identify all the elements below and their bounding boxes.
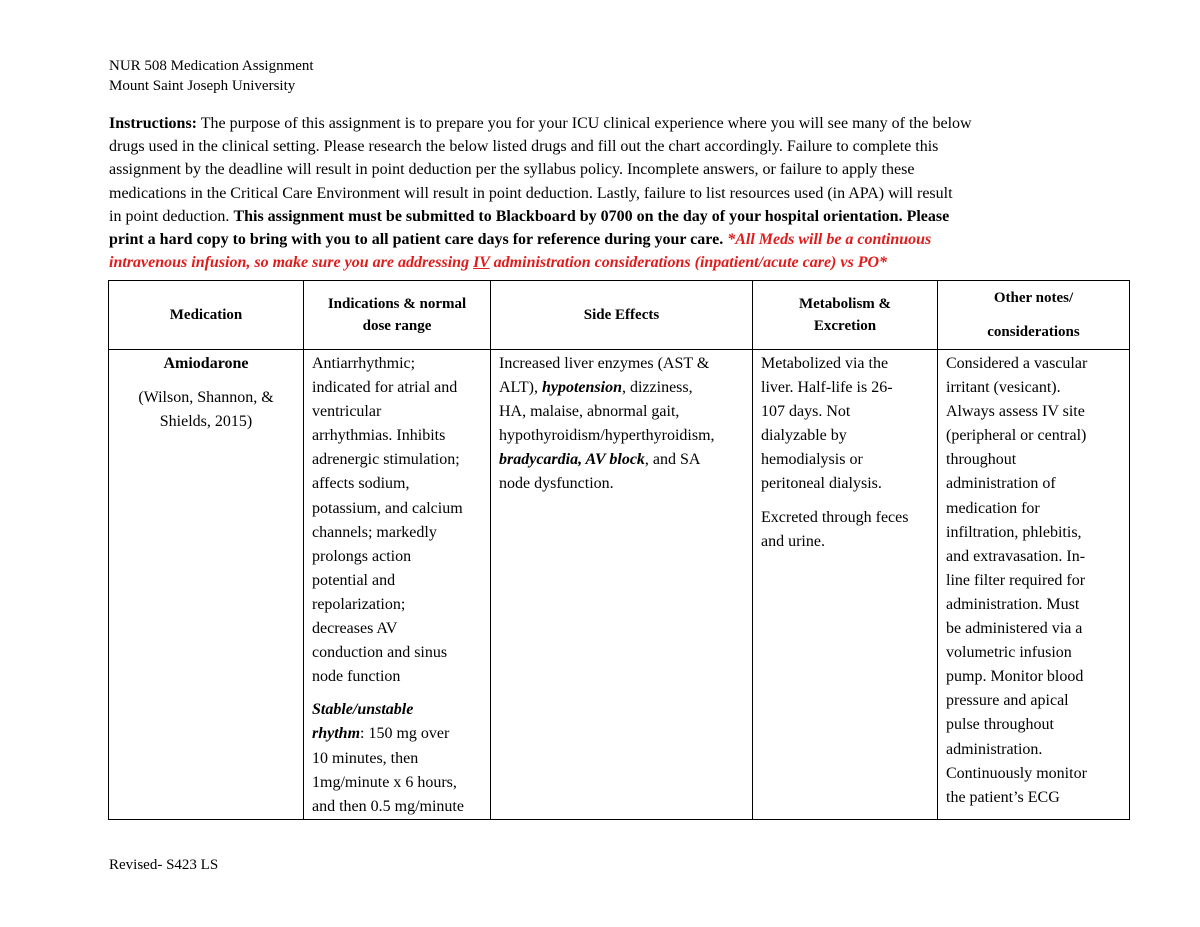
instructions-text-2: drugs used in the clinical setting. Please research the below listed drugs and fill out the chart accordingly. Failure to complete this [109,138,939,156]
indications-cell: Antiarrhythmic; indicated for atrial and ventricular arrhythmias. Inhibits adrenergic stimulation; affects sodium, potassium, and calcium channels; markedly prolongs action potential and repolarization; decreases AV conduction and sinus node function Stable/unstable rhythm: 150 mg over 10 minutes, then 1mg/minute x 6 hours, and then 0.5 mg/minute [304,350,491,820]
drug-name: Amiodarone [163,355,249,372]
header-side-effects: Side Effects [491,281,753,350]
instructions-text-3: assignment by the deadline will result in point deduction per the syllabus policy. Incomplete answers, or failure to apply these [109,161,915,179]
iv-note-part-3: administration considerations (inpatient/acute care) vs PO* [489,254,888,272]
university-name: Mount Saint Joseph University [109,78,296,94]
instructions-text-1: The purpose of this assignment is to prepare you for your ICU clinical experience where you will see many of the below [197,115,972,132]
dose-label: Stable/unstable [312,701,414,719]
medication-table [108,280,1130,820]
iv-note-underlined-iv: IV [473,254,490,272]
iv-note-part-1: *All Meds will be a continuous [727,231,932,249]
instructions-paragraph [109,112,1099,274]
other-notes-cell: Considered a vascular irritant (vesicant). Always assess IV site (peripheral or central) throughout administration of medication for infiltration, phlebitis, and extravasation. In- line filter required for administration. Must be administered via a volumetric infusion pump. Monitor blood pressure and apical pulse throughout administration. Continuously monitor the patient’s ECG [938,350,1130,820]
revision-footer: Revised- S423 LS [109,857,219,873]
instructions-label: Instructions: [109,115,198,132]
header-metabolism: Metabolism & Excretion [753,281,938,350]
instructions-text-5: in point deduction. [109,207,234,225]
header-indications: Indications & normal dose range [304,281,491,350]
side-effects-cell: Increased liver enzymes (AST & ALT), hypotension, dizziness, HA, malaise, abnormal gait, hypothyroidism/hyperthyroidism, bradycardia, AV block, and SA node dysfunction. [491,350,753,820]
instructions-text-4: medications in the Critical Care Environment will result in point deduction. Lastly, failure to list resources used (in APA) will result [109,184,953,202]
medication-cell [109,350,304,820]
header-medication: Medication [109,281,304,350]
header-other-notes: Other notes/ considerations [938,281,1130,350]
table-row [109,350,1130,820]
table-header-row [109,281,1130,350]
submission-deadline-text: This assignment must be submitted to Blackboard by 0700 on the day of your hospital orientation. Please [233,207,950,225]
iv-note-part-2: intravenous infusion, so make sure you are addressing [109,254,474,272]
hard-copy-text: print a hard copy to bring with you to all patient care days for reference during your care. [109,231,728,249]
metabolism-cell: Metabolized via the liver. Half-life is 26- 107 days. Not dialyzable by hemodialysis or peritoneal dialysis. Excreted through feces and urine. [753,350,938,820]
document-title: NUR 508 Medication Assignment [109,58,314,74]
citation: (Wilson, Shannon, & Shields, 2015) [138,389,274,431]
